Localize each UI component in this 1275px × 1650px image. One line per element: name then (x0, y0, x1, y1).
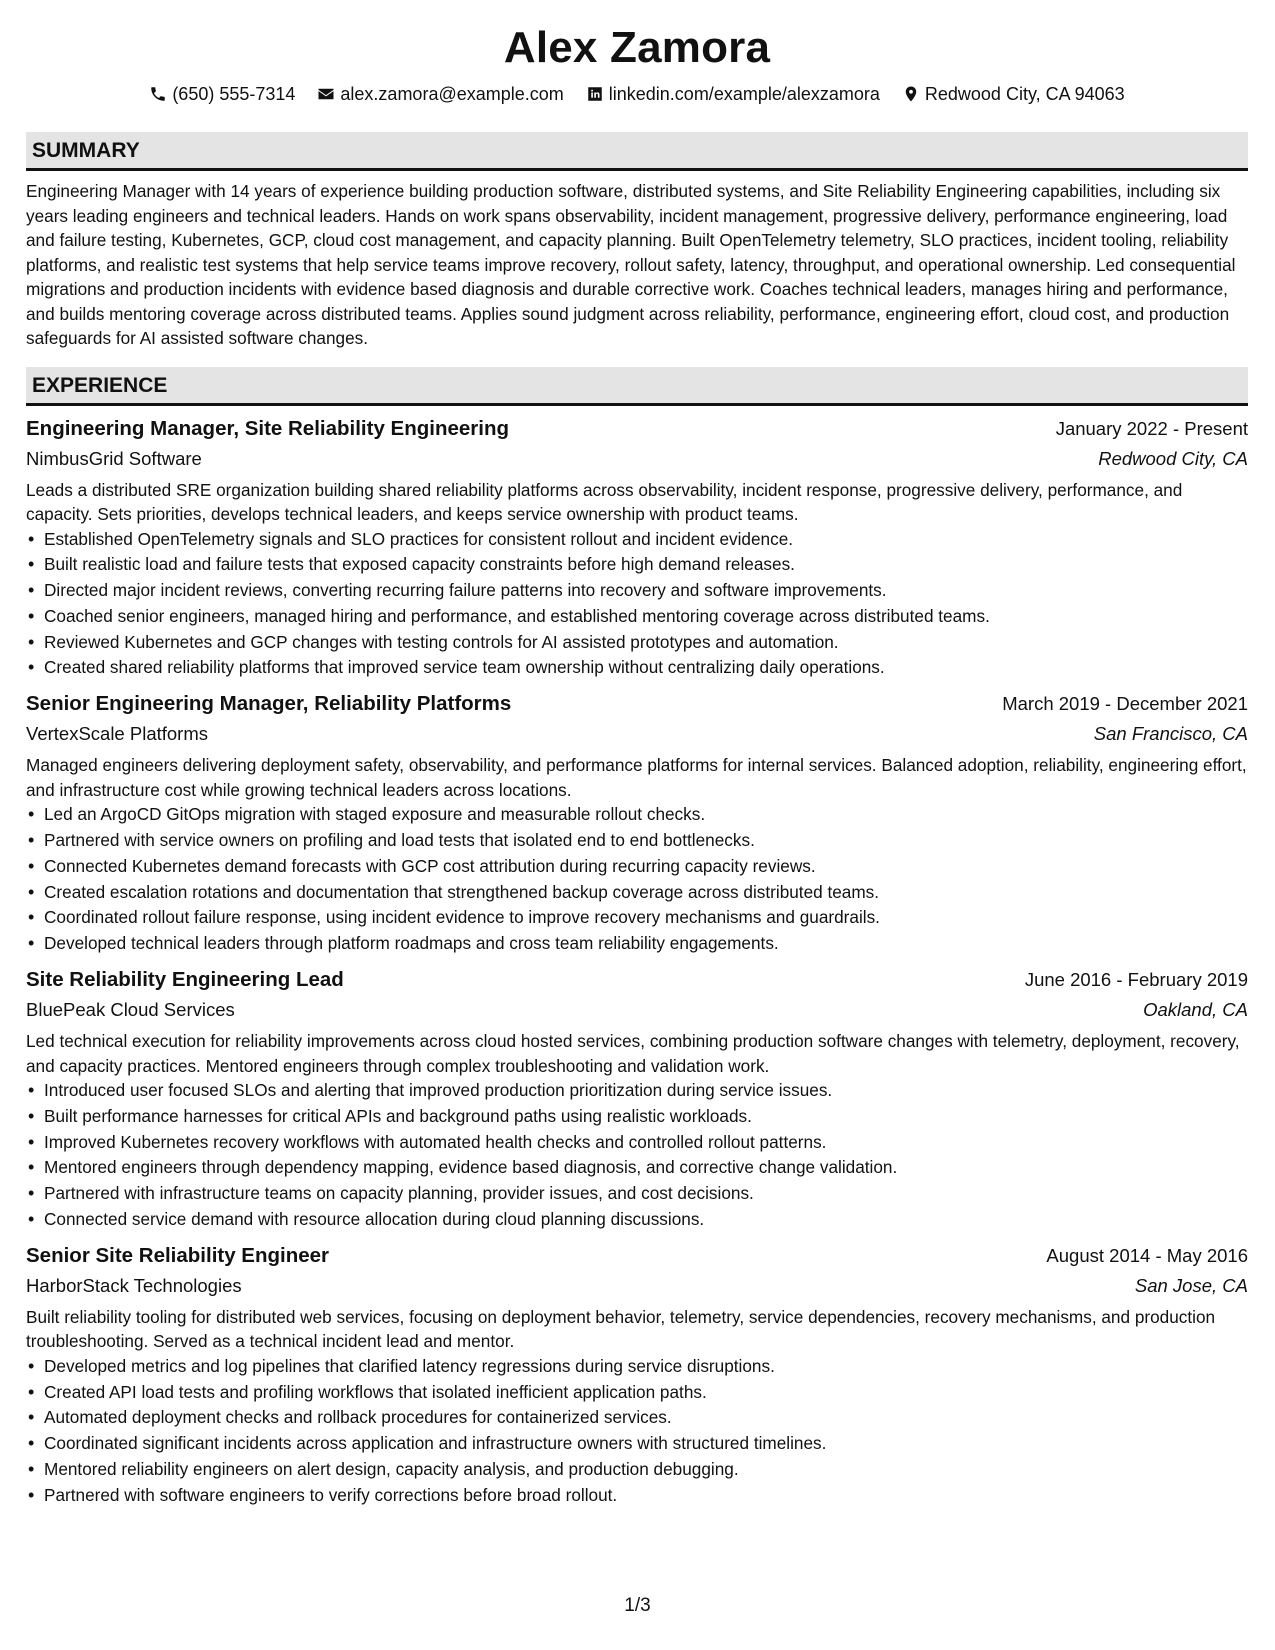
job-title: Engineering Manager, Site Reliability Engineering (26, 416, 509, 440)
job-bullet: • Mentored reliability engineers on alert design, capacity analysis, and production debugging. (26, 1457, 1248, 1483)
experience-heading: EXPERIENCE (26, 367, 1248, 406)
job-bullets (26, 802, 1248, 957)
phone-text: (650) 555-7314 (172, 84, 296, 104)
job-title: Site Reliability Engineering Lead (26, 968, 344, 992)
job-dates: June 2016 - February 2019 (1024, 969, 1248, 991)
candidate-name: Alex Zamora (503, 23, 771, 72)
job-dates: January 2022 - Present (1055, 417, 1248, 439)
job-title-row (26, 689, 1248, 719)
job-title-row (26, 965, 1248, 995)
job-company-row (26, 1271, 1248, 1301)
job-description: Led technical execution for reliability improvements across cloud hosted services, combining production software changes with telemetry, deployment, recovery, and capacity practices. Mentored engineers through complex troubleshooting and validation work. (26, 1031, 1240, 1076)
linkedin-icon (586, 85, 604, 103)
job-location: Oakland, CA (1143, 999, 1248, 1021)
job-description: Managed engineers delivering deployment safety, observability, and performance platforms for internal services. Balanced adoption, reliability, engineering effort, and infrastructure cost while growing technical leaders across locations. (26, 755, 1247, 800)
job-bullet: • Automated deployment checks and rollback procedures for containerized services. (26, 1405, 1248, 1431)
job-entry (26, 1241, 1248, 1509)
job-bullet: • Partnered with software engineers to verify corrections before broad rollout. (26, 1483, 1248, 1509)
summary-text: Engineering Manager with 14 years of experience building production software, distributed systems, and Site Reliability Engineering capabilities, including six years leading engineers and technical leaders. Hands on work spans observability, incident management, progressive delivery, performance engineering, load and failure testing, Kubernetes, GCP, cloud cost management, and capacity planning. Built OpenTelemetry telemetry, SLO practices, incident tooling, reliability platforms, and realistic test systems that help service teams improve recovery, rollout safety, latency, throughput, and operational ownership. Led consequential migrations and production incidents with evidence based diagnosis and durable corrective work. Coaches technical leaders, manages hiring and performance, and builds mentoring coverage across distributed teams. Applies sound judgment across reliability, performance, engineering effort, cloud cost, and production safeguards for AI assisted software changes. (26, 181, 1236, 348)
job-company: NimbusGrid Software (26, 447, 202, 469)
job-bullet: • Introduced user focused SLOs and alerting that improved production prioritization during service issues. (26, 1078, 1248, 1104)
job-company: HarborStack Technologies (26, 1274, 242, 1296)
linkedin-link[interactable]: linkedin.com/example/alexzamora (608, 84, 880, 104)
page-number: 1/3 (624, 1595, 651, 1616)
job-entry (26, 965, 1248, 1233)
job-bullet: • Developed metrics and log pipelines that clarified latency regressions during service disruptions. (26, 1354, 1248, 1380)
job-entry (26, 414, 1248, 682)
job-bullets (26, 1354, 1248, 1509)
location-text: Redwood City, CA 94063 (924, 84, 1125, 104)
job-bullet: • Coached senior engineers, managed hiring and performance, and established mentoring coverage across distributed teams. (26, 604, 1248, 630)
experience-section (26, 367, 1248, 1509)
contact-email[interactable] (317, 82, 563, 106)
job-location: Redwood City, CA (1098, 447, 1248, 469)
summary-section (26, 132, 1248, 351)
contact-phone (149, 82, 295, 106)
job-bullet: • Coordinated significant incidents across application and infrastructure owners with structured timelines. (26, 1431, 1248, 1457)
job-location: San Francisco, CA (1093, 723, 1248, 745)
job-bullet: • Connected service demand with resource allocation during cloud planning discussions. (26, 1207, 1248, 1233)
job-company-row (26, 719, 1248, 749)
job-description: Leads a distributed SRE organization building shared reliability platforms across observability, incident response, progressive delivery, performance, and capacity. Sets priorities, develops technical leaders, and keeps service ownership with product teams. (26, 479, 1183, 524)
contact-bar (26, 82, 1248, 106)
contact-linkedin[interactable] (586, 82, 880, 106)
job-bullet: • Improved Kubernetes recovery workflows with automated health checks and controlled rollout patterns. (26, 1130, 1248, 1156)
job-location: San Jose, CA (1134, 1274, 1248, 1296)
job-bullets (26, 527, 1248, 682)
job-bullet: • Partnered with infrastructure teams on capacity planning, provider issues, and cost decisions. (26, 1181, 1248, 1207)
job-title: Senior Site Reliability Engineer (26, 1243, 330, 1267)
job-bullet: • Built realistic load and failure tests that exposed capacity constraints before high demand releases. (26, 552, 1248, 578)
job-description: Built reliability tooling for distributed web services, focusing on deployment behavior, telemetry, service dependencies, recovery mechanisms, and production troubleshooting. Served as a technical incident lead and mentor. (26, 1306, 1216, 1352)
job-title-row (26, 414, 1248, 444)
job-list (26, 414, 1248, 1509)
job-bullet: • Created escalation rotations and documentation that strengthened backup coverage across distributed teams. (26, 880, 1248, 906)
job-bullet: • Partnered with service owners on profiling and load tests that isolated end to end bottlenecks. (26, 828, 1248, 854)
job-company-row (26, 444, 1248, 474)
summary-heading: SUMMARY (26, 132, 1248, 171)
job-title-row (26, 1241, 1248, 1271)
resume-page (26, 18, 1248, 1509)
job-bullet: • Mentored engineers through dependency mapping, evidence based diagnosis, and corrective change validation. (26, 1155, 1248, 1181)
email-link[interactable]: alex.zamora@example.com (340, 84, 564, 104)
envelope-icon (317, 85, 335, 103)
phone-icon (149, 85, 167, 103)
job-bullet: • Led an ArgoCD GitOps migration with staged exposure and measurable rollout checks. (26, 802, 1248, 828)
job-bullet: • Directed major incident reviews, converting recurring failure patterns into recovery and software improvements. (26, 578, 1248, 604)
job-bullet: • Reviewed Kubernetes and GCP changes with testing controls for AI assisted prototypes and automation. (26, 630, 1248, 656)
job-title: Senior Engineering Manager, Reliability Platforms (26, 692, 512, 716)
job-bullet: • Created shared reliability platforms that improved service team ownership without centralizing daily operations. (26, 655, 1248, 681)
job-dates: August 2014 - May 2016 (1046, 1244, 1248, 1266)
job-bullet: • Built performance harnesses for critical APIs and background paths using realistic workloads. (26, 1104, 1248, 1130)
job-dates: March 2019 - December 2021 (1002, 693, 1248, 715)
job-bullet: • Coordinated rollout failure response, using incident evidence to improve recovery mechanisms and guardrails. (26, 905, 1248, 931)
job-bullets (26, 1078, 1248, 1233)
job-bullet: • Connected Kubernetes demand forecasts with GCP cost attribution during recurring capacity reviews. (26, 854, 1248, 880)
job-company: VertexScale Platforms (26, 723, 208, 745)
job-bullet: • Created API load tests and profiling workflows that isolated inefficient application paths. (26, 1380, 1248, 1406)
job-bullet: • Established OpenTelemetry signals and SLO practices for consistent rollout and incident evidence. (26, 527, 1248, 553)
job-company: BluePeak Cloud Services (26, 999, 235, 1021)
contact-location (902, 82, 1125, 106)
job-bullet: • Developed technical leaders through platform roadmaps and cross team reliability engagements. (26, 931, 1248, 957)
job-entry (26, 689, 1248, 957)
map-marker-icon (902, 85, 920, 103)
job-company-row (26, 995, 1248, 1025)
